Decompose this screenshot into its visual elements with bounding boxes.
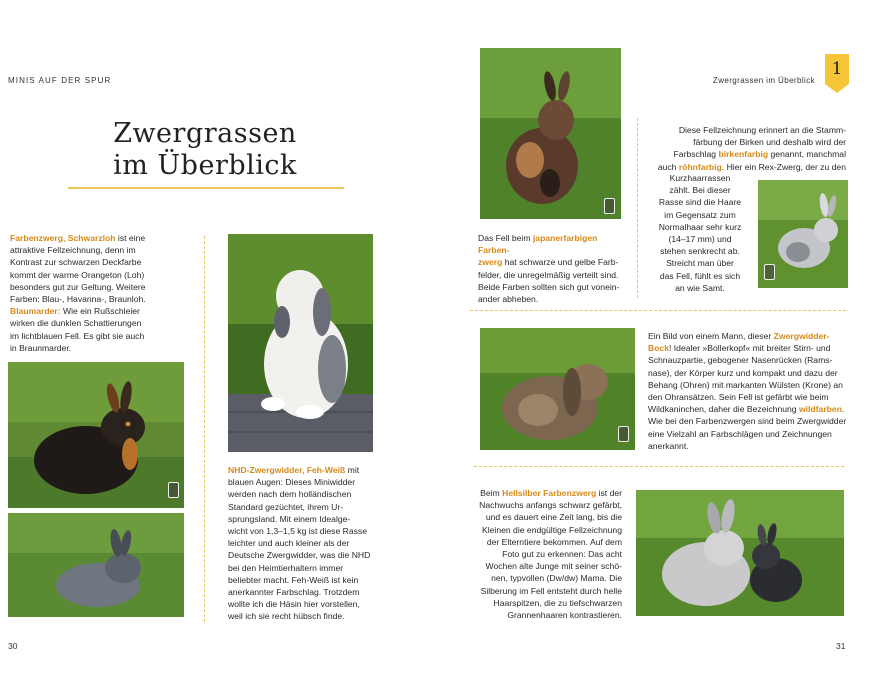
photo-blaumarder-rabbit (8, 513, 184, 617)
photo-japanerfarbig-rabbit (480, 48, 621, 219)
title-underline (68, 187, 344, 189)
highlight-term: Hellsilber Farbenzwerg (502, 488, 597, 498)
photo-schwarzloh-rabbit (8, 362, 184, 508)
body-text: hat schwarze und gelbe Farb- felder, die unregelmäßig verteilt sind. Beide Farben sollten sich gut vonein- ander abheben. (478, 257, 620, 305)
section-divider-1 (470, 310, 846, 311)
text-hellsilber (476, 487, 622, 621)
column-divider-right (637, 118, 638, 298)
highlight-term: japanerfarbigen Farben- zwerg (478, 233, 598, 268)
body-text: Das Fell beim (478, 233, 533, 243)
title-line-2: im Überblick (113, 150, 297, 181)
highlight-term: Bock (648, 343, 670, 354)
chapter-badge: 1 (825, 54, 849, 84)
body-text: ist eine attraktive Fellzeichnung, denn im Kontrast zur schwarzen Deckfarbe kommt der warme Orangeton (Loh) besonders gut zur Geltung. Weitere Farben: Blau-, Havanna-, Braunloh. (10, 233, 146, 305)
photo-nhd-zwergwidder (228, 234, 373, 452)
body-text: ! Idealer »Bollerkopf« mit breiter Stirn- und Schnauzpartie, gebogener Nasenrücken (Rams- nase), der Körper kurz und kompakt und dazu der Behang (Ohren) mit markanten Wülsten (Krone) an den Ohransätzen. Sein Fell ist gefärbt wie beim Wildkaninchen, daher die Bezeichnung (648, 343, 843, 415)
highlight-term: Farbenzwerg, Schwarzloh (10, 233, 116, 243)
text-japanerfarbig (478, 232, 630, 305)
body-text: . Wie bei den Farbenzwergen sind beim Zwergwidder eine Vielzahl an Farbschlägen und Zeichnungen anerkannt. (648, 404, 847, 451)
phone-icon (764, 264, 775, 280)
running-header-right: Zwergrassen im Überblick (712, 76, 815, 85)
body-text: ist der Nachwuchs anfangs schwarz gefärbt, und es dauert eine Zeit lang, bis die Kleinen die endgültige Fellzeichnung der Elterntiere bekommen. Auf dem Foto gut zu erkennen: Das acht Wochen alte Junge mit seiner schö- nen, typvollen (Dw/dw) Mama. Die Silberung im Fell entsteht durch helle Haarspitzen, die zu tiefschwarzen Grannenhaaren kontrastieren. (479, 488, 622, 621)
running-header-left: MINIS AUF DER SPUR (8, 76, 112, 85)
body-text: Kurzhaarrassen zählt. Bei dieser Rasse sind die Haare im Gegensatz zum Normalhaar sehr kurz (14–17 mm) und stehen senkrecht ab. Streicht man über das Fell, fühlt es sich an wie Samt. (658, 173, 742, 293)
body-text: Ein Bild von einem Mann, dieser (648, 331, 774, 341)
photo-hellsilber-rabbits (636, 490, 844, 616)
column-divider-left (204, 236, 205, 622)
phone-icon (168, 482, 179, 498)
text-farbenzwerg-schwarzloh (10, 232, 190, 354)
text-rex-zwerg (648, 172, 752, 294)
photo-zwergwidder-bock (480, 328, 635, 450)
body-text: mit blauen Augen: Dieses Miniwidder werden nach dem holländischen Standard gezüchtet, ihrem Ur- sprungsland. Mit einem Idealge- wicht von 1,3–1,5 kg ist diese Rasse leichter und auch kleiner als der Deutsche Zwergwidder, was die NHD bei den Heimtierhaltern immer beliebter macht. Feh-Weiß ist kein anerkannter Farbschlag. Trotzdem wollte ich die Häsin hier vorstellen, weil ich sie recht hübsch finde. (228, 465, 371, 622)
body-text: Diese Fellzeichnung erinnert an die Stamm- färbung der Birken und deshalb wird der Farbschlag (673, 125, 846, 160)
chapter-badge-tip (825, 84, 849, 93)
text-birkenfarbig (648, 124, 846, 173)
highlight-term: Blaumarder: (10, 306, 61, 317)
section-divider-2 (474, 466, 844, 467)
page-title (60, 118, 350, 182)
text-zwergwidder-bock (648, 330, 848, 452)
page-number-right: 31 (836, 641, 846, 651)
phone-icon (604, 198, 615, 214)
body-text: Beim (480, 488, 503, 498)
page-number-left: 30 (8, 641, 18, 651)
highlight-term: Zwergwidder- (773, 331, 830, 341)
text-nhd-zwergwidder (228, 464, 378, 623)
body-text: . Hier ein Rex-Zwerg, der zu den (721, 161, 846, 172)
body-text: Wie ein Rußschleier wirken die dunklen Schattierungen im lichtblauen Fell. Es gibt sie auch in Braunmarder. (10, 306, 145, 353)
phone-icon (618, 426, 629, 442)
photo-rex-zwerg-birkenfarbig (758, 180, 848, 288)
highlight-term: birkenfarbig (718, 149, 769, 160)
body-text: genannt, manchmal auch (657, 149, 846, 172)
highlight-term: röhnfarbig (678, 161, 722, 172)
highlight-term: wildfarben (798, 404, 842, 415)
title-line-1: Zwergrassen (113, 118, 297, 149)
highlight-term: NHD-Zwergwidder, Feh-Weiß (228, 465, 346, 475)
